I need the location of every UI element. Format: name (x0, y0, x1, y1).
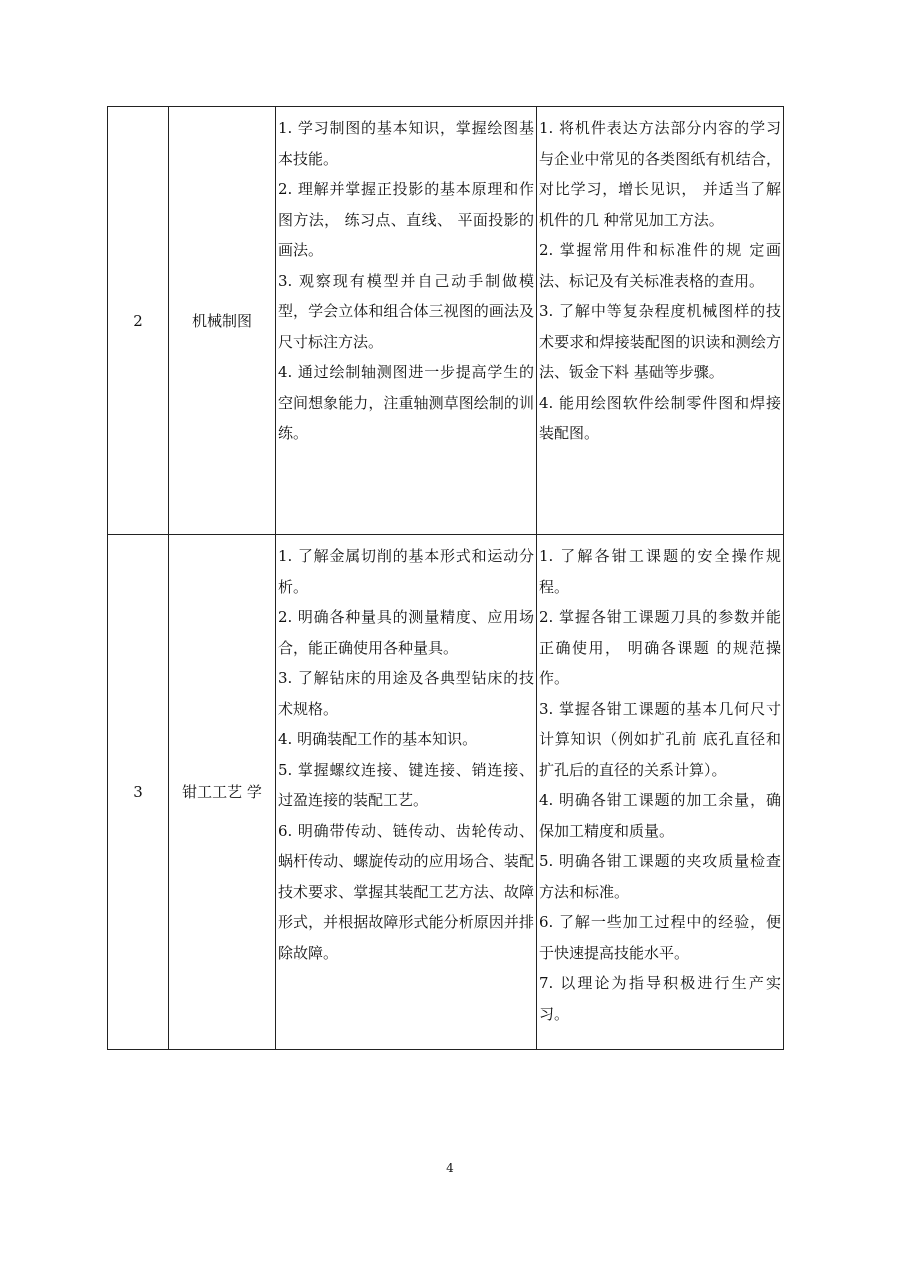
skill-requirements (537, 107, 784, 535)
list-item: 3. 观察现有模型并自己动手制做模型，学会立体和组合体三视图的画法及尺寸标注方法。 (278, 271, 534, 351)
knowledge-requirements (276, 535, 537, 1050)
knowledge-requirements (276, 107, 537, 535)
list-item: 1. 将机件表达方法部分内容的学习与企业中常见的各类图纸有机结合，对比学习，增长见识， 并适当了解机件的几 种常见加工方法。 (539, 119, 781, 229)
row-number: 2 (108, 107, 169, 535)
list-item: 2. 理解并掌握正投影的基本原理和作图方法， 练习点、直线、 平面投影的画法。 (278, 180, 534, 259)
table-row (108, 535, 784, 1050)
list-item: 4. 通过绘制轴测图进一步提高学生的空间想象能力，注重轴测草图绘制的训练。 (278, 363, 534, 442)
list-item: 3. 了解中等复杂程度机械图样的技术要求和焊接装配图的识读和测绘方法、钣金下料 基础等步骤。 (539, 302, 781, 381)
list-item: 1. 了解金属切削的基本形式和运动分析。 (278, 547, 534, 596)
list-item: 2. 掌握各钳工课题刀具的参数并能正确使用， 明确各课题 的规范操作。 (539, 608, 781, 687)
course-name: 机械制图 (169, 107, 276, 535)
list-item: 4. 明确各钳工课题的加工余量，确保加工精度和质量。 (539, 791, 781, 840)
skill-requirements (537, 535, 784, 1050)
list-item: 6. 了解一些加工过程中的经验，便于快速提高技能水平。 (539, 913, 781, 962)
list-item: 1. 学习制图的基本知识，掌握绘图基本技能。 (278, 119, 534, 168)
list-item: 6. 明确带传动、链传动、齿轮传动、蜗杆传动、螺旋传动的应用场合、装配技术要求、掌握其装配工艺方法、故障形式，并根据故障形式能分析原因并排除故障。 (278, 821, 534, 962)
list-item: 2. 明确各种量具的测量精度、应用场合，能正确使用各种量具。 (278, 608, 534, 657)
list-item: 3. 了解钻床的用途及各典型钻床的技术规格。 (278, 669, 534, 718)
list-item: 1. 了解各钳工课题的安全操作规程。 (539, 547, 781, 596)
course-name: 钳工工艺 学 (169, 535, 276, 1050)
table-row (108, 107, 784, 535)
curriculum-table (107, 106, 784, 1050)
list-item: 2. 掌握常用件和标准件的规 定画法、标记及有关标准表格的查用。 (539, 241, 781, 290)
list-item: 4. 明确装配工作的基本知识。 (278, 730, 478, 748)
list-item: 5. 掌握螺纹连接、键连接、销连接、过盈连接的装配工艺。 (278, 760, 534, 809)
list-item: 3. 掌握各钳工课题的基本几何尺寸计算知识（例如扩孔前 底孔直径和扩孔后的直径的关系计算）。 (539, 699, 781, 779)
list-item: 5. 明确各钳工课题的夹攻质量检查方法和标准。 (539, 852, 781, 901)
row-number: 3 (108, 535, 169, 1050)
list-item: 7. 以理论为指导积极进行生产实习。 (539, 974, 781, 1023)
page-number: 4 (446, 1161, 454, 1175)
list-item: 4. 能用绘图软件绘制零件图和焊接装配图。 (539, 393, 781, 442)
